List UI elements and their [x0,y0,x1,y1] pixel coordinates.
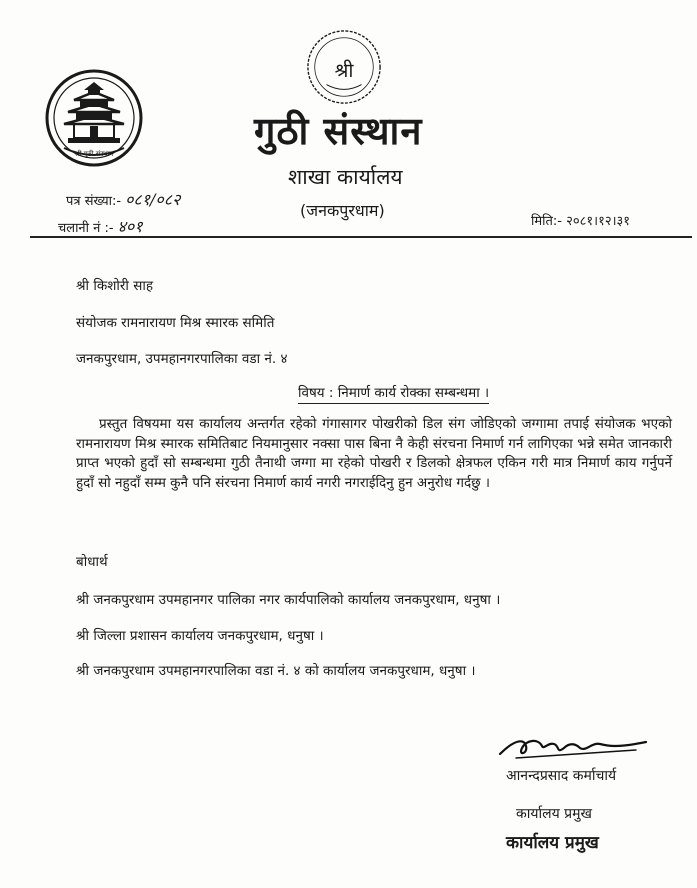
dispatch-number-value: ४०१ [117,217,143,236]
emblem-text: श्री [334,58,354,82]
handwritten-signature [496,732,648,762]
recipient-position: संयोजक रामनारायण मिश्र स्मारक समिति [76,315,275,331]
recipient-address: जनकपुरधाम, उपमहानगरपालिका वडा नं. ४ [76,351,288,367]
header-divider [30,236,692,238]
recipient-name: श्री किशोरी साह [76,278,153,294]
cc-item: श्री जिल्ला प्रशासन कार्यालय जनकपुरधाम, धनुषा । [76,628,324,644]
signatory-title: कार्यालय प्रमुख [516,806,592,822]
letter-subject: विषय : निमार्ण कार्य रोक्का सम्बन्धमा । [298,383,489,404]
dispatch-number [58,215,143,237]
office-city: (जनकपुरधाम) [300,201,385,220]
temple-logo [44,68,144,168]
letter-number [66,188,180,210]
branch-office: शाखा कार्यालय [288,165,403,189]
dispatch-number-label: चलानी नं :- [58,221,114,236]
letter-date: मिति:- २०८१।१२।३१ [531,214,631,229]
cc-label: बोधार्थ [76,554,108,570]
org-title: गुठी संस्थान [254,109,423,153]
logo-caption: श्री गुठी संस्थान [74,150,114,158]
letter-number-label: पत्र संख्या:- [66,194,122,209]
office-stamp: कार्यालय प्रमुख [506,833,599,853]
cc-item: श्री जनकपुरधाम उपमहानगर पालिका नगर कार्यपालिको कार्यालय जनकपुरधाम, धनुषा । [76,592,501,608]
signatory-name: आनन्दप्रसाद कर्माचार्य [506,768,617,784]
letter-body: प्रस्तुत विषयमा यस कार्यालय अन्तर्गत रहेको गंगासागर पोखरीको डिल संग जोडिएको जग्गामा तपाई संयोजक भएको रामनारायण मिश्र स्मारक समितिबाट नियमानुसार नक्सा पास बिना नै केही संरचना निमार्ण गर्न लागिएका भन्ने समेत जानकारी प्राप्त भएको हुदाँ सो सम्बन्धमा गुठी तैनाथी जग्गा मा रहेको पोखरी र डिलको क्षेत्रफल एकिन गरी मात्र निमार्ण काय गर्नुपर्ने हुदाँ सो नहुदाँ सम्म कुनै पनि संरचना निमार्ण कार्य नगरी नगराईदिनु हुन अनुरोध गर्दछु । [76,416,672,491]
cc-item: श्री जनकपुरधाम उपमहानगरपालिका वडा नं. ४ को कार्यालय जनकपुरधाम, धनुषा । [76,663,476,679]
letter-number-value: ०८१/०८२ [125,190,181,209]
shree-emblem [305,28,383,106]
